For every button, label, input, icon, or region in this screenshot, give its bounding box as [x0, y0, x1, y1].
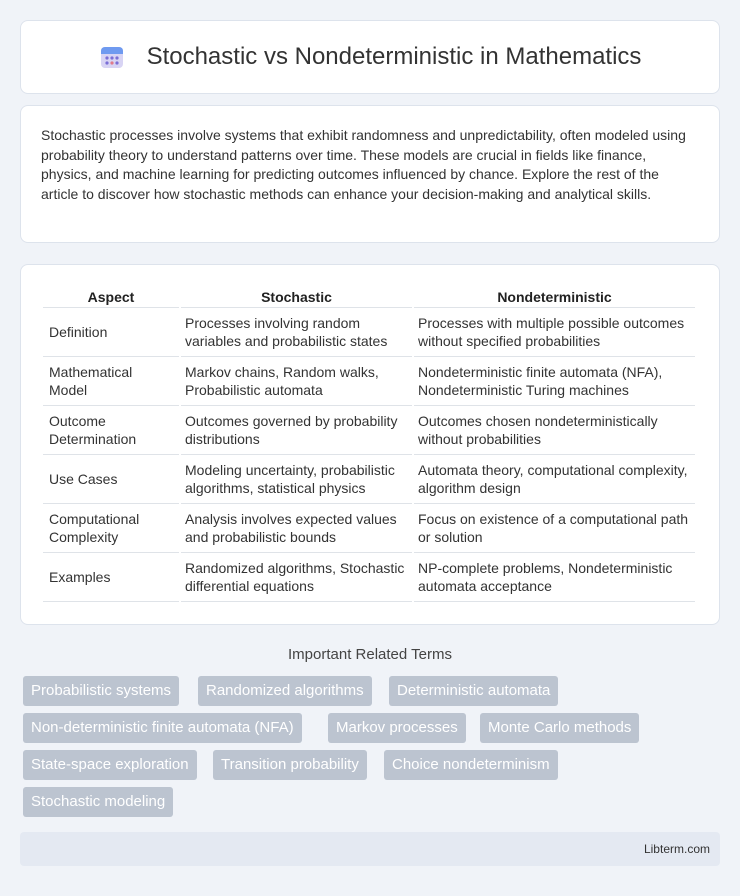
related-term-tag[interactable]: State-space exploration	[23, 750, 197, 780]
cell-nondeterministic: Automata theory, computational complexity, algorithm design	[414, 455, 695, 504]
cell-stochastic: Markov chains, Random walks, Probabilistic automata	[181, 357, 412, 406]
footer	[20, 832, 720, 866]
header-nondeterministic: Nondeterministic	[414, 287, 695, 308]
header-stochastic: Stochastic	[181, 287, 412, 308]
related-term-tag[interactable]: Markov processes	[328, 713, 466, 743]
header-aspect: Aspect	[43, 287, 179, 308]
cell-stochastic: Analysis involves expected values and probabilistic bounds	[181, 504, 412, 553]
table-row	[43, 357, 695, 406]
cell-aspect: Use Cases	[43, 455, 179, 504]
cell-nondeterministic: Processes with multiple possible outcomes without specified probabilities	[414, 308, 695, 357]
comparison-table	[41, 287, 697, 602]
page-title: Stochastic vs Nondeterministic in Mathematics	[146, 43, 642, 70]
table-row	[43, 406, 695, 455]
comparison-table-card	[20, 264, 720, 625]
related-term-tag[interactable]: Non-deterministic finite automata (NFA)	[23, 713, 302, 743]
related-term-tag[interactable]: Randomized algorithms	[198, 676, 372, 706]
cell-nondeterministic: Outcomes chosen nondeterministically without probabilities	[414, 406, 695, 455]
table-row	[43, 308, 695, 357]
cell-stochastic: Processes involving random variables and probabilistic states	[181, 308, 412, 357]
cell-stochastic: Outcomes governed by probability distributions	[181, 406, 412, 455]
cell-aspect: Examples	[43, 553, 179, 602]
table-row	[43, 504, 695, 553]
cell-stochastic: Randomized algorithms, Stochastic differential equations	[181, 553, 412, 602]
related-term-tag[interactable]: Deterministic automata	[389, 676, 558, 706]
footer-site-link[interactable]: Libterm.com	[643, 842, 710, 856]
cell-aspect: Computational Complexity	[43, 504, 179, 553]
table-row	[43, 455, 695, 504]
related-term-tag[interactable]: Transition probability	[213, 750, 367, 780]
related-term-tag[interactable]: Probabilistic systems	[23, 676, 179, 706]
cell-nondeterministic: Nondeterministic finite automata (NFA), Nondeterministic Turing machines	[414, 357, 695, 406]
related-term-tag[interactable]: Monte Carlo methods	[480, 713, 639, 743]
cell-nondeterministic: Focus on existence of a computational path or solution	[414, 504, 695, 553]
intro-card	[20, 105, 720, 243]
related-term-tag[interactable]: Stochastic modeling	[23, 787, 173, 817]
calendar-icon	[99, 44, 125, 70]
table-row	[43, 553, 695, 602]
header-card	[20, 20, 720, 94]
intro-paragraph: Stochastic processes involve systems that exhibit randomness and unpredictability, often modeled using probability theory to understand patterns over time. These models are crucial in fields like finance, physics, and machine learning for predicting outcomes influenced by chance. Explore the rest of the article to discover how stochastic methods can enhance your decision-making and analytical skills.	[41, 127, 686, 202]
related-terms-title: Important Related Terms	[288, 646, 452, 663]
cell-aspect: Outcome Determination	[43, 406, 179, 455]
cell-aspect: Mathematical Model	[43, 357, 179, 406]
table-header-row	[43, 287, 695, 308]
cell-nondeterministic: NP-complete problems, Nondeterministic automata acceptance	[414, 553, 695, 602]
related-term-tag[interactable]: Choice nondeterminism	[384, 750, 558, 780]
cell-aspect: Definition	[43, 308, 179, 357]
cell-stochastic: Modeling uncertainty, probabilistic algorithms, statistical physics	[181, 455, 412, 504]
